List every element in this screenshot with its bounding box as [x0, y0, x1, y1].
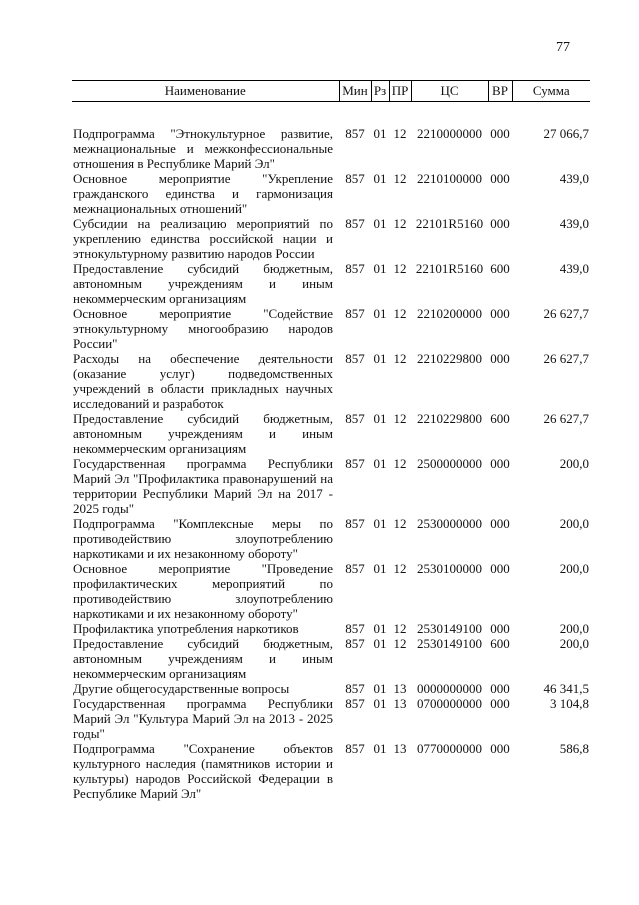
cell-min: 857	[345, 681, 365, 696]
cell-name: Подпрограмма "Сохранение объектов культурного наследия (памятников истории и культуры) народов Российской Федерации в Республике Марий Эл"	[73, 741, 333, 801]
cell-vr: 000	[490, 216, 510, 231]
cell-min: 857	[345, 621, 365, 636]
page-number: 77	[556, 40, 570, 55]
table-row	[72, 741, 590, 801]
cell-sum: 3 104,8	[550, 696, 589, 711]
header-pr: ПР	[389, 81, 411, 102]
table-row	[72, 102, 590, 172]
cell-sum: 200,0	[559, 621, 589, 636]
cell-vr: 000	[490, 306, 510, 321]
cell-cs: 0700000000	[417, 696, 482, 711]
cell-pr: 12	[393, 411, 407, 426]
cell-vr: 000	[490, 126, 510, 141]
cell-name: Предоставление субсидий бюджетным, автономным учреждениям и иным некоммерческим организациям	[73, 636, 333, 681]
cell-name: Профилактика употребления наркотиков	[73, 621, 299, 636]
cell-rz: 01	[373, 456, 387, 471]
cell-cs: 0000000000	[417, 681, 482, 696]
cell-rz: 01	[373, 216, 387, 231]
cell-sum: 200,0	[559, 636, 589, 651]
cell-vr: 600	[490, 411, 510, 426]
cell-pr: 12	[393, 561, 407, 576]
cell-min: 857	[345, 561, 365, 576]
cell-name: Государственная программа Республики Марий Эл "Профилактика правонарушений на территории Республики Марий Эл на 2017 - 2025 годы"	[73, 456, 333, 516]
cell-name: Другие общегосударственные вопросы	[73, 681, 290, 696]
table-row	[72, 561, 590, 621]
cell-min: 857	[345, 351, 365, 366]
cell-min: 857	[345, 411, 365, 426]
table-body	[72, 102, 590, 802]
cell-sum: 439,0	[559, 261, 589, 276]
cell-name: Расходы на обеспечение деятельности (оказание услуг) подведомственных учреждений в области прикладных научных исследований и разработок	[73, 351, 333, 411]
cell-vr: 000	[490, 696, 510, 711]
cell-cs: 2210100000	[417, 171, 482, 186]
cell-rz: 01	[373, 516, 387, 531]
cell-cs: 2530149100	[417, 621, 482, 636]
cell-rz: 01	[373, 351, 387, 366]
table-row	[72, 216, 590, 261]
header-cs: ЦС	[411, 81, 488, 102]
cell-min: 857	[345, 741, 365, 756]
cell-vr: 600	[490, 261, 510, 276]
cell-vr: 000	[490, 351, 510, 366]
cell-name: Субсидии на реализацию мероприятий по укреплению единства российской нации и этнокультурному развитию народов России	[73, 216, 333, 261]
cell-pr: 12	[393, 216, 407, 231]
cell-name: Подпрограмма "Этнокультурное развитие, межнациональные и межконфессиональные отношения в Республике Марий Эл"	[73, 126, 333, 171]
cell-rz: 01	[373, 306, 387, 321]
cell-cs: 2530100000	[417, 561, 482, 576]
cell-pr: 13	[393, 696, 407, 711]
cell-pr: 12	[393, 261, 407, 276]
table-row	[72, 621, 590, 636]
cell-sum: 200,0	[559, 516, 589, 531]
cell-pr: 12	[393, 351, 407, 366]
cell-pr: 12	[393, 621, 407, 636]
cell-sum: 26 627,7	[543, 411, 589, 426]
table-row	[72, 516, 590, 561]
table-row	[72, 306, 590, 351]
cell-min: 857	[345, 216, 365, 231]
cell-name: Предоставление субсидий бюджетным, автономным учреждениям и иным некоммерческим организациям	[73, 261, 333, 306]
cell-pr: 12	[393, 126, 407, 141]
cell-cs: 2210200000	[417, 306, 482, 321]
cell-name: Основное мероприятие "Проведение профилактических мероприятий по противодействию злоупотреблению наркотиками и их незаконному обороту"	[73, 561, 333, 621]
table-row	[72, 171, 590, 216]
cell-cs: 2500000000	[417, 456, 482, 471]
table-row	[72, 411, 590, 456]
table-row	[72, 456, 590, 516]
cell-vr: 000	[490, 681, 510, 696]
cell-vr: 000	[490, 621, 510, 636]
cell-min: 857	[345, 261, 365, 276]
cell-cs: 2210000000	[417, 126, 482, 141]
cell-min: 857	[345, 306, 365, 321]
header-min: Мин	[339, 81, 371, 102]
cell-sum: 200,0	[559, 561, 589, 576]
table-row	[72, 636, 590, 681]
cell-cs: 22101R5160	[415, 261, 484, 276]
cell-cs: 2210229800	[417, 411, 482, 426]
cell-name: Основное мероприятие "Содействие этнокультурному многообразию народов России"	[73, 306, 333, 351]
cell-cs: 2530149100	[417, 636, 482, 651]
cell-min: 857	[345, 636, 365, 651]
cell-sum: 439,0	[559, 216, 589, 231]
cell-min: 857	[345, 126, 365, 141]
cell-name: Основное мероприятие "Укрепление гражданского единства и гармонизация межнациональных отношений"	[73, 171, 333, 216]
cell-cs: 22101R5160	[415, 216, 484, 231]
header-rz: Рз	[371, 81, 389, 102]
cell-sum: 26 627,7	[543, 351, 589, 366]
cell-sum: 27 066,7	[543, 126, 589, 141]
cell-sum: 439,0	[559, 171, 589, 186]
cell-name: Предоставление субсидий бюджетным, автономным учреждениям и иным некоммерческим организациям	[73, 411, 333, 456]
cell-min: 857	[345, 516, 365, 531]
cell-rz: 01	[373, 636, 387, 651]
cell-cs: 0770000000	[417, 741, 482, 756]
cell-min: 857	[345, 456, 365, 471]
cell-pr: 12	[393, 306, 407, 321]
budget-table	[72, 80, 590, 801]
cell-vr: 000	[490, 561, 510, 576]
cell-cs: 2210229800	[417, 351, 482, 366]
header-vr: ВР	[488, 81, 512, 102]
cell-min: 857	[345, 696, 365, 711]
cell-vr: 000	[490, 171, 510, 186]
cell-rz: 01	[373, 696, 387, 711]
cell-sum: 26 627,7	[543, 306, 589, 321]
cell-sum: 46 341,5	[543, 681, 589, 696]
cell-name: Государственная программа Республики Марий Эл "Культура Марий Эл на 2013 - 2025 годы"	[73, 696, 333, 741]
cell-name: Подпрограмма "Комплексные меры по противодействию злоупотреблению наркотиками и их незаконному обороту"	[73, 516, 333, 561]
cell-rz: 01	[373, 261, 387, 276]
cell-pr: 13	[393, 681, 407, 696]
cell-min: 857	[345, 171, 365, 186]
table-row	[72, 261, 590, 306]
cell-rz: 01	[373, 411, 387, 426]
cell-vr: 600	[490, 636, 510, 651]
cell-sum: 586,8	[559, 741, 589, 756]
cell-pr: 12	[393, 456, 407, 471]
cell-vr: 000	[490, 516, 510, 531]
table-header-row	[72, 81, 590, 102]
cell-rz: 01	[373, 561, 387, 576]
table-row	[72, 351, 590, 411]
cell-vr: 000	[490, 741, 510, 756]
table-row	[72, 696, 590, 741]
cell-pr: 12	[393, 171, 407, 186]
cell-sum: 200,0	[559, 456, 589, 471]
cell-rz: 01	[373, 171, 387, 186]
cell-pr: 13	[393, 741, 407, 756]
header-name: Наименование	[72, 81, 339, 102]
cell-pr: 12	[393, 516, 407, 531]
cell-rz: 01	[373, 681, 387, 696]
cell-rz: 01	[373, 741, 387, 756]
cell-cs: 2530000000	[417, 516, 482, 531]
header-sum: Сумма	[512, 81, 590, 102]
cell-pr: 12	[393, 636, 407, 651]
cell-rz: 01	[373, 621, 387, 636]
table-row	[72, 681, 590, 696]
cell-rz: 01	[373, 126, 387, 141]
cell-vr: 000	[490, 456, 510, 471]
